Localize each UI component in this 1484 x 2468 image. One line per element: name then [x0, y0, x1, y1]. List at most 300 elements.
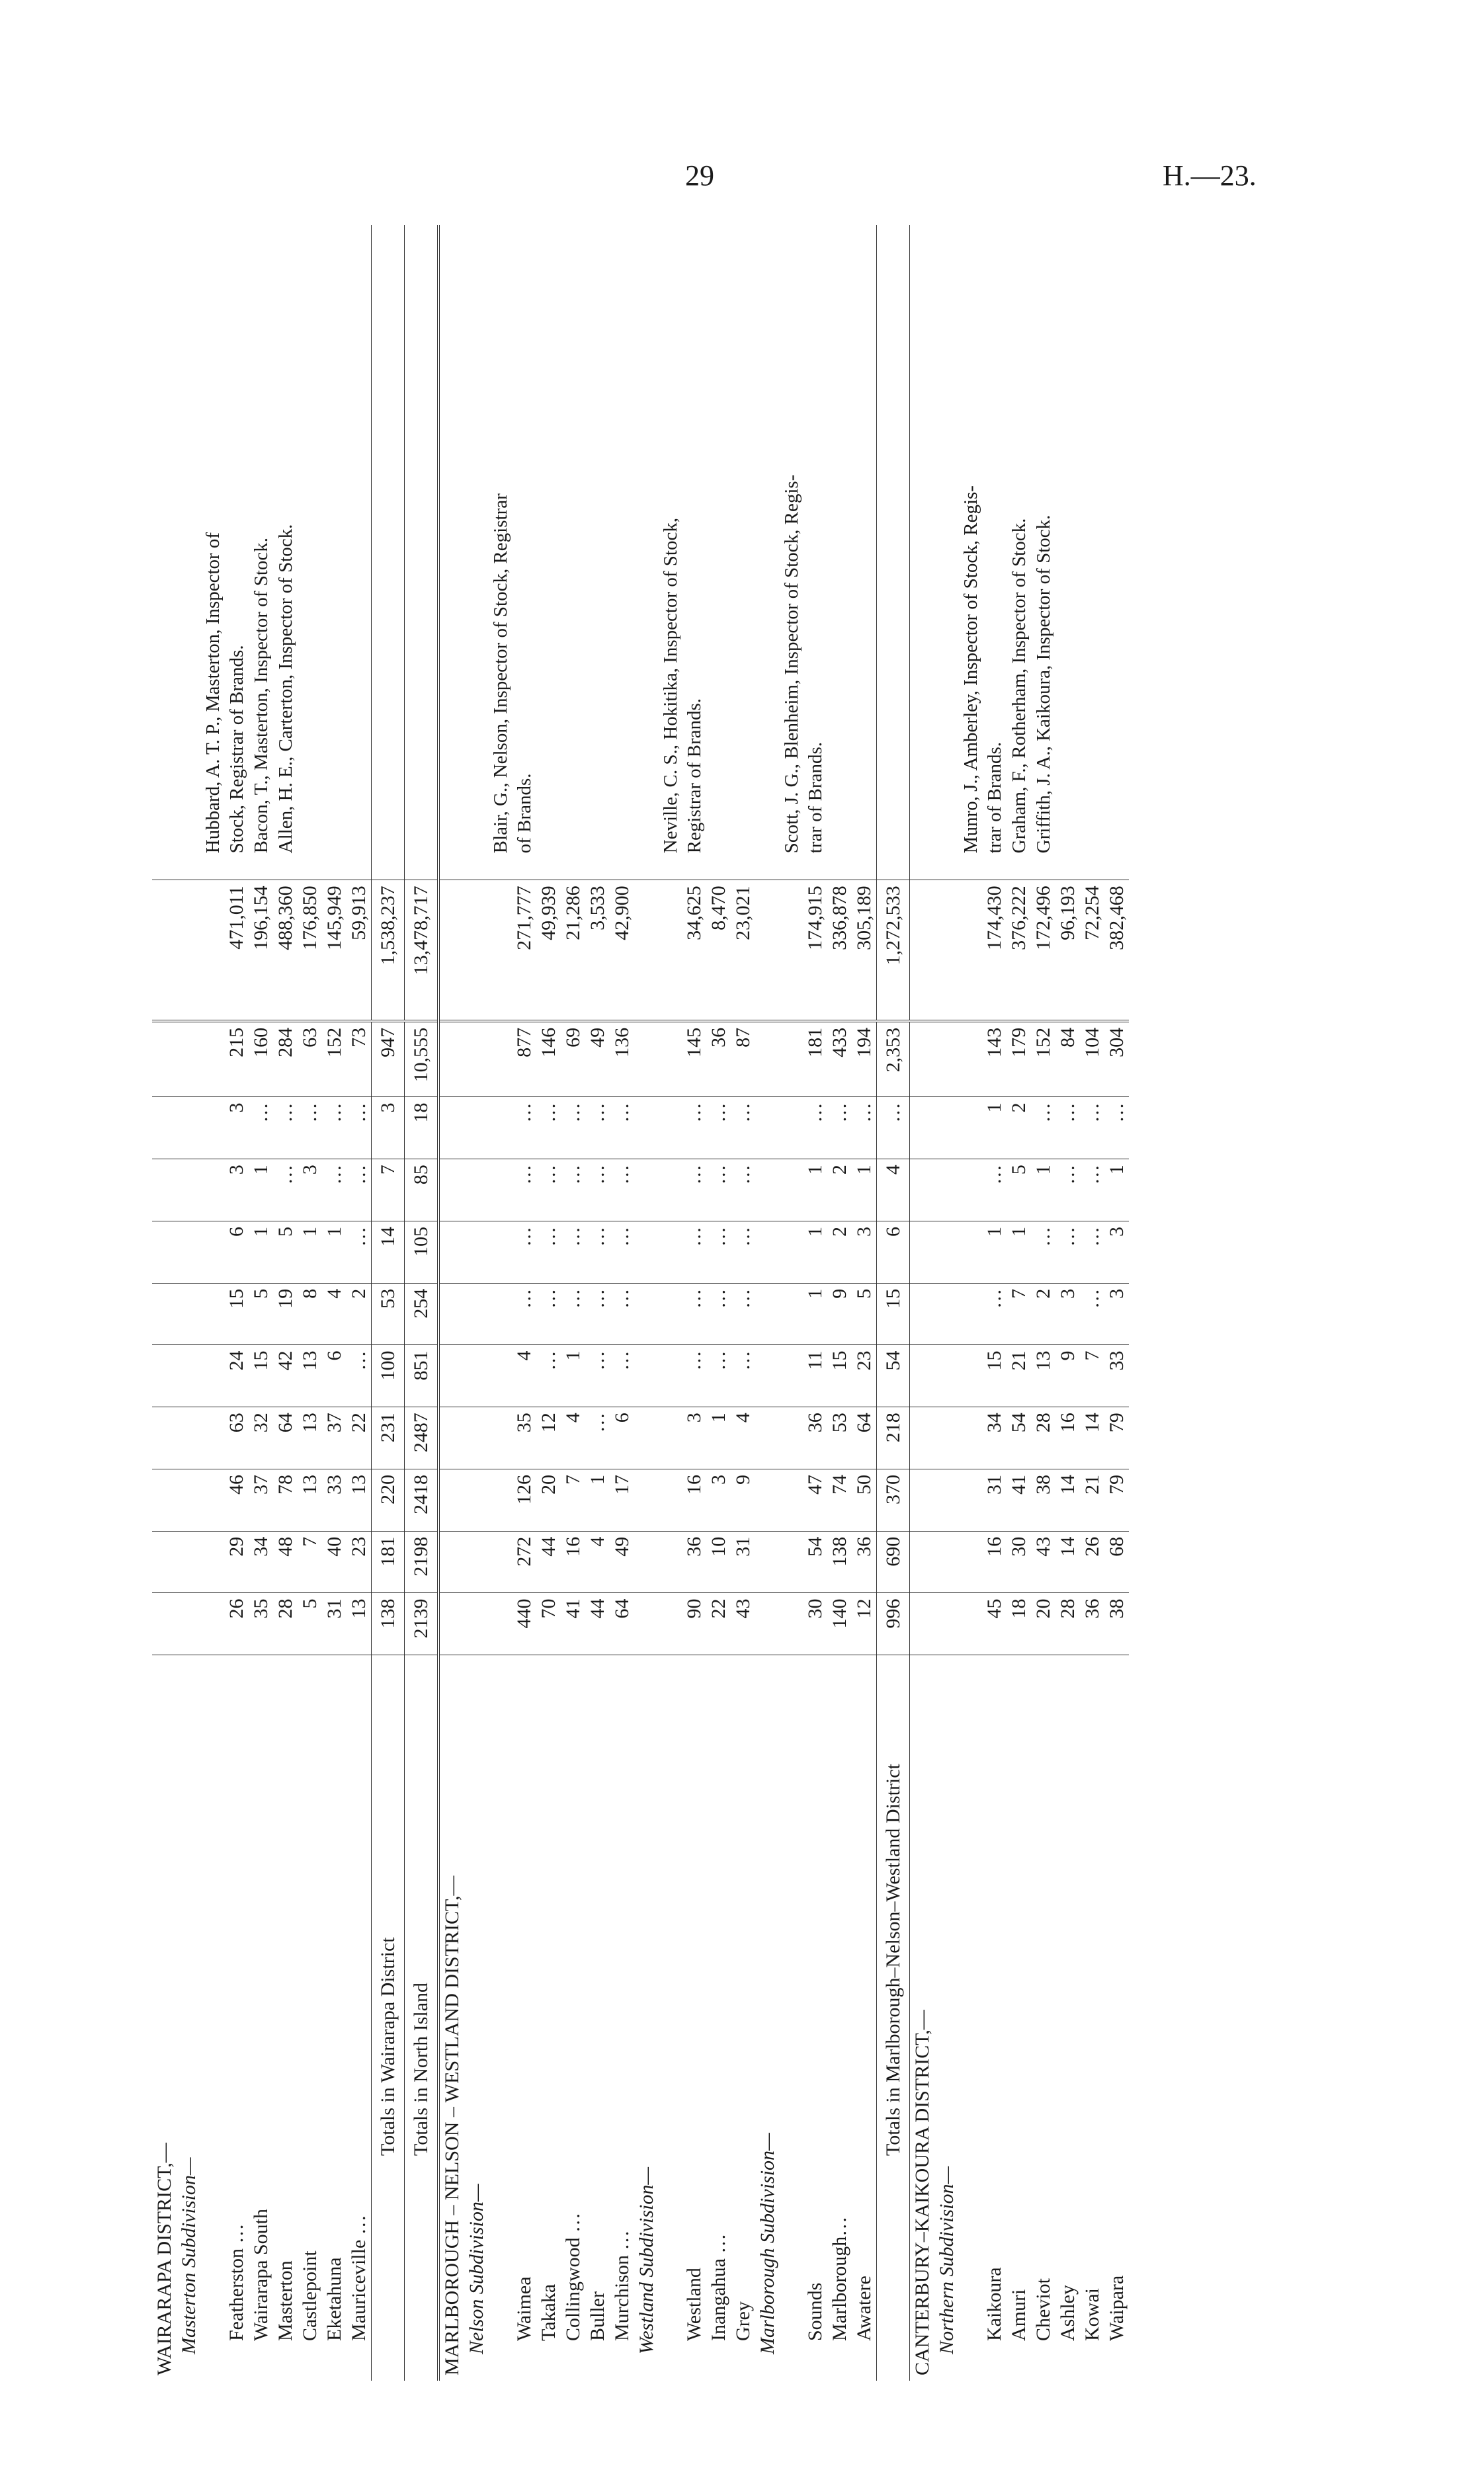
inspector-line: Blair, G., Nelson, Inspector of Stock, Registrar — [490, 493, 511, 854]
value-cell: 370 — [877, 1469, 910, 1531]
empty-cell — [464, 880, 489, 1021]
value-cell: 4 — [322, 1283, 347, 1345]
totals-row — [405, 225, 439, 2381]
value-cell: 2 — [827, 1159, 852, 1221]
value-cell: 13 — [1031, 1345, 1055, 1407]
value-cell: 54 — [780, 1531, 827, 1593]
value-cell: 5 — [249, 1283, 273, 1345]
value-cell: … — [347, 1159, 372, 1221]
table-row — [201, 225, 249, 2381]
locality-name: Castlepoint — [299, 2250, 321, 2341]
value-cell: 46 — [201, 1469, 249, 1531]
value-cell: 63 — [201, 1407, 249, 1469]
empty-cell — [910, 1221, 935, 1283]
empty-cell — [177, 1407, 201, 1469]
value-cell: 13 — [298, 1345, 322, 1407]
empty-cell — [177, 1345, 201, 1407]
value-cell: 68 — [1104, 1531, 1129, 1593]
value-cell: … — [489, 1283, 536, 1345]
inspector-cell — [347, 225, 372, 880]
value-cell: 105 — [405, 1221, 439, 1283]
value-cell: 85 — [405, 1159, 439, 1221]
value-cell: … — [347, 1221, 372, 1283]
value-cell: … — [731, 1159, 755, 1221]
value-cell: 28 — [1055, 1593, 1080, 1655]
value-cell: 31 — [731, 1531, 755, 1593]
table-row — [561, 225, 585, 2381]
value-cell: … — [610, 1283, 634, 1345]
value-cell: 3 — [298, 1159, 322, 1221]
inspector-line: trar of Brands. — [984, 742, 1005, 854]
value-cell: 1 — [1031, 1159, 1055, 1221]
value-cell: … — [1031, 1097, 1055, 1159]
value-cell: 47 — [780, 1469, 827, 1531]
value-cell: … — [706, 1283, 731, 1345]
value-cell: 37 — [322, 1407, 347, 1469]
value-cell: 41 — [1007, 1469, 1031, 1531]
value-cell: … — [585, 1407, 610, 1469]
empty-cell — [934, 1097, 959, 1159]
value-cell: 851 — [405, 1345, 439, 1407]
empty-cell — [634, 1345, 659, 1407]
value-cell: 176,850 — [298, 880, 322, 1021]
value-cell: 45 — [959, 1593, 1007, 1655]
value-cell: 49 — [585, 1021, 610, 1097]
value-cell: 4 — [585, 1531, 610, 1593]
empty-cell — [438, 225, 464, 880]
inspector-cell — [1104, 225, 1129, 880]
value-cell: 23 — [852, 1345, 877, 1407]
value-cell: … — [585, 1159, 610, 1221]
value-cell: 44 — [585, 1593, 610, 1655]
value-cell: 304 — [1104, 1021, 1129, 1097]
inspector-cell — [489, 225, 536, 880]
value-cell: 254 — [405, 1283, 439, 1345]
value-cell: 145 — [659, 1021, 706, 1097]
value-cell: 1,538,237 — [372, 880, 405, 1021]
subdivision-heading-row — [634, 225, 659, 2381]
empty-cell — [934, 1407, 959, 1469]
value-cell: … — [1055, 1097, 1080, 1159]
empty-cell — [152, 1021, 177, 1097]
subdivision-heading-row — [755, 225, 780, 2381]
table-row — [1104, 225, 1129, 2381]
inspector-cell — [827, 225, 852, 880]
empty-cell — [152, 1283, 177, 1345]
value-cell: 21 — [1080, 1469, 1104, 1531]
value-cell: 15 — [201, 1283, 249, 1345]
value-cell: … — [659, 1159, 706, 1221]
subdivision-label: Masterton Subdivision— — [178, 2157, 200, 2354]
value-cell: … — [561, 1283, 585, 1345]
value-cell: 13 — [347, 1469, 372, 1531]
empty-cell — [438, 1221, 464, 1283]
inspector-line: Hubbard, A. T. P., Masterton, Inspector of — [202, 532, 224, 854]
inspector-line: Registrar of Brands. — [684, 698, 705, 854]
locality-name: Inangahua … — [708, 2233, 729, 2341]
value-cell: … — [852, 1097, 877, 1159]
value-cell: … — [610, 1159, 634, 1221]
table-row — [827, 225, 852, 2381]
empty-cell — [152, 1531, 177, 1593]
value-cell: 2139 — [405, 1593, 439, 1655]
value-cell: 16 — [959, 1531, 1007, 1593]
empty-cell — [177, 1097, 201, 1159]
subdivision-label: Westland Subdivision— — [636, 2166, 657, 2354]
value-cell: … — [322, 1097, 347, 1159]
value-cell: 30 — [1007, 1531, 1031, 1593]
value-cell: 174,915 — [780, 880, 827, 1021]
inspector-cell — [1055, 225, 1080, 880]
empty-cell — [634, 880, 659, 1021]
value-cell: 690 — [877, 1531, 910, 1593]
value-cell: 12 — [852, 1593, 877, 1655]
empty-cell — [438, 1283, 464, 1345]
empty-cell — [934, 1469, 959, 1531]
value-cell: … — [347, 1097, 372, 1159]
value-cell: 23,021 — [731, 880, 755, 1021]
locality-name: Takaka — [538, 2283, 559, 2341]
empty-cell — [755, 1469, 780, 1531]
empty-cell — [177, 225, 201, 880]
value-cell: 174,430 — [959, 880, 1007, 1021]
table-row — [731, 225, 755, 2381]
value-cell: 41 — [561, 1593, 585, 1655]
inspector-cell — [585, 225, 610, 880]
value-cell: 7 — [372, 1159, 405, 1221]
value-cell: … — [561, 1097, 585, 1159]
value-cell: 31 — [322, 1593, 347, 1655]
value-cell: … — [1080, 1283, 1104, 1345]
district-heading-row — [152, 225, 177, 2381]
value-cell: … — [561, 1159, 585, 1221]
value-cell: … — [706, 1159, 731, 1221]
value-cell: 11 — [780, 1345, 827, 1407]
inspector-cell — [852, 225, 877, 880]
district-heading-row — [438, 225, 464, 2381]
value-cell: 215 — [201, 1021, 249, 1097]
empty-cell — [934, 1593, 959, 1655]
value-cell: 471,011 — [201, 880, 249, 1021]
table-row — [1007, 225, 1031, 2381]
value-cell: 15 — [877, 1283, 910, 1345]
empty-cell — [934, 225, 959, 880]
value-cell: 2 — [347, 1283, 372, 1345]
value-cell: … — [659, 1097, 706, 1159]
value-cell: 7 — [298, 1531, 322, 1593]
value-cell: 271,777 — [489, 880, 536, 1021]
empty-cell — [934, 1159, 959, 1221]
subdivision-heading-row — [177, 225, 201, 2381]
inspector-cell — [877, 225, 910, 880]
locality-name: Mauriceville … — [348, 2215, 370, 2341]
value-cell: 6 — [201, 1221, 249, 1283]
value-cell: … — [731, 1097, 755, 1159]
empty-cell — [755, 1097, 780, 1159]
value-cell: 7 — [561, 1469, 585, 1531]
value-cell: 70 — [536, 1593, 561, 1655]
table-row — [959, 225, 1007, 2381]
empty-cell — [152, 1593, 177, 1655]
value-cell: 152 — [1031, 1021, 1055, 1097]
totals-label: Totals in Marlborough–Nelson–Westland District — [877, 1655, 910, 2381]
totals-label: Totals in North Island — [405, 1655, 439, 2381]
empty-cell — [910, 1345, 935, 1407]
empty-cell — [934, 1345, 959, 1407]
value-cell: 1 — [852, 1159, 877, 1221]
value-cell: 63 — [298, 1021, 322, 1097]
table-row — [1055, 225, 1080, 2381]
value-cell: 1 — [1007, 1221, 1031, 1283]
empty-cell — [464, 1159, 489, 1221]
value-cell: 1 — [298, 1221, 322, 1283]
value-cell: 146 — [536, 1021, 561, 1097]
value-cell: 53 — [372, 1283, 405, 1345]
locality-name: Kaikoura — [983, 2267, 1005, 2341]
value-cell: 43 — [1031, 1531, 1055, 1593]
empty-cell — [177, 1021, 201, 1097]
locality-name: Featherston … — [226, 2223, 247, 2341]
empty-cell — [438, 1159, 464, 1221]
table-row — [489, 225, 536, 2381]
value-cell: 4 — [561, 1407, 585, 1469]
empty-cell — [177, 1221, 201, 1283]
value-cell: 18 — [405, 1097, 439, 1159]
value-cell: 996 — [877, 1593, 910, 1655]
inspector-cell — [610, 225, 634, 880]
inspector-cell — [273, 225, 298, 880]
value-cell: … — [827, 1097, 852, 1159]
value-cell: 152 — [322, 1021, 347, 1097]
locality-name: Waimea — [513, 2276, 535, 2341]
value-cell: 231 — [372, 1407, 405, 1469]
value-cell: 48 — [273, 1531, 298, 1593]
value-cell: 13 — [298, 1407, 322, 1469]
value-cell: 140 — [827, 1593, 852, 1655]
empty-cell — [464, 1283, 489, 1345]
value-cell: 6 — [322, 1345, 347, 1407]
empty-cell — [152, 225, 177, 880]
locality-name: Cheviot — [1032, 2278, 1054, 2341]
value-cell: 5 — [1007, 1159, 1031, 1221]
value-cell: 3 — [201, 1159, 249, 1221]
totals-row — [372, 225, 405, 2381]
empty-cell — [910, 225, 935, 880]
locality-name: Eketahuna — [323, 2257, 345, 2341]
table-row — [536, 225, 561, 2381]
subdivision-heading-row — [934, 225, 959, 2381]
value-cell: 376,222 — [1007, 880, 1031, 1021]
table-row — [298, 225, 322, 2381]
table-body — [152, 225, 1129, 2381]
value-cell: 3 — [706, 1469, 731, 1531]
value-cell: 7 — [1080, 1345, 1104, 1407]
value-cell: 36 — [1080, 1593, 1104, 1655]
empty-cell — [438, 1021, 464, 1097]
value-cell: 3,533 — [585, 880, 610, 1021]
value-cell: 54 — [877, 1345, 910, 1407]
empty-cell — [177, 1469, 201, 1531]
value-cell: 13,478,717 — [405, 880, 439, 1021]
value-cell: … — [610, 1097, 634, 1159]
value-cell: 138 — [827, 1531, 852, 1593]
value-cell: … — [959, 1159, 1007, 1221]
inspector-line: Neville, C. S., Hokitika, Inspector of Stock, — [660, 517, 681, 854]
inspector-cell — [659, 225, 706, 880]
value-cell: … — [659, 1345, 706, 1407]
empty-cell — [634, 1021, 659, 1097]
rotated-table-container — [152, 225, 1303, 2381]
value-cell: 16 — [561, 1531, 585, 1593]
inspector-cell — [1031, 225, 1055, 880]
locality-name: Grey — [732, 2301, 754, 2341]
value-cell: 53 — [827, 1407, 852, 1469]
document-reference: H.—23. — [1163, 159, 1257, 192]
empty-cell — [634, 1407, 659, 1469]
subdivision-label: Northern Subdivision— — [936, 2166, 958, 2354]
value-cell: 22 — [706, 1593, 731, 1655]
value-cell: … — [659, 1221, 706, 1283]
value-cell: 1,272,533 — [877, 880, 910, 1021]
value-cell: 90 — [659, 1593, 706, 1655]
locality-name: Sounds — [804, 2282, 826, 2341]
value-cell: 1 — [322, 1221, 347, 1283]
value-cell: 1 — [249, 1159, 273, 1221]
empty-cell — [634, 1531, 659, 1593]
value-cell: … — [585, 1097, 610, 1159]
inspector-line: Bacon, T., Masterton, Inspector of Stock. — [251, 538, 272, 854]
value-cell: 136 — [610, 1021, 634, 1097]
empty-cell — [177, 1159, 201, 1221]
value-cell: 1 — [780, 1159, 827, 1221]
empty-cell — [755, 225, 780, 880]
value-cell: 1 — [780, 1221, 827, 1283]
district-label: WAIRARAPA DISTRICT,— — [153, 2143, 175, 2375]
value-cell: 64 — [610, 1593, 634, 1655]
value-cell: … — [659, 1283, 706, 1345]
value-cell: 36 — [780, 1407, 827, 1469]
value-cell: … — [536, 1283, 561, 1345]
value-cell: 35 — [249, 1593, 273, 1655]
value-cell: 1 — [959, 1221, 1007, 1283]
value-cell: 7 — [1007, 1283, 1031, 1345]
value-cell: 73 — [347, 1021, 372, 1097]
value-cell: 15 — [249, 1345, 273, 1407]
empty-cell — [934, 1283, 959, 1345]
empty-cell — [152, 1407, 177, 1469]
value-cell: 2198 — [405, 1531, 439, 1593]
value-cell: … — [536, 1159, 561, 1221]
value-cell: 100 — [372, 1345, 405, 1407]
inspector-line: Griffith, J. A., Kaikoura, Inspector of Stock. — [1033, 514, 1054, 854]
totals-label: Totals in Wairarapa District — [372, 1655, 405, 2381]
value-cell: 12 — [536, 1407, 561, 1469]
value-cell: … — [273, 1159, 298, 1221]
value-cell: 218 — [877, 1407, 910, 1469]
value-cell: … — [489, 1221, 536, 1283]
empty-cell — [755, 1221, 780, 1283]
value-cell: 9 — [827, 1283, 852, 1345]
value-cell: 2 — [827, 1221, 852, 1283]
value-cell: 20 — [1031, 1593, 1055, 1655]
value-cell: 336,878 — [827, 880, 852, 1021]
value-cell: 126 — [489, 1469, 536, 1531]
value-cell: 284 — [273, 1021, 298, 1097]
empty-cell — [438, 1531, 464, 1593]
empty-cell — [438, 880, 464, 1021]
value-cell: 36 — [706, 1021, 731, 1097]
locality-name: Westland — [683, 2268, 705, 2341]
value-cell: 78 — [273, 1469, 298, 1531]
empty-cell — [177, 880, 201, 1021]
value-cell: 2487 — [405, 1407, 439, 1469]
empty-cell — [910, 1283, 935, 1345]
value-cell: … — [706, 1221, 731, 1283]
value-cell: … — [1080, 1159, 1104, 1221]
inspector-line: trar of Brands. — [805, 742, 826, 854]
empty-cell — [755, 1345, 780, 1407]
value-cell: 26 — [201, 1593, 249, 1655]
page-number: 29 — [685, 159, 714, 192]
value-cell: … — [249, 1097, 273, 1159]
value-cell: 16 — [1055, 1407, 1080, 1469]
value-cell: 181 — [780, 1021, 827, 1097]
value-cell: 143 — [959, 1021, 1007, 1097]
empty-cell — [910, 1407, 935, 1469]
value-cell: 87 — [731, 1021, 755, 1097]
inspector-line: Stock, Registrar of Brands. — [226, 645, 247, 854]
value-cell: 21 — [1007, 1345, 1031, 1407]
inspector-line: Munro, J., Amberley, Inspector of Stock, Regis- — [960, 485, 981, 854]
value-cell: 10,555 — [405, 1021, 439, 1097]
empty-cell — [152, 1345, 177, 1407]
empty-cell — [910, 1097, 935, 1159]
empty-cell — [934, 880, 959, 1021]
value-cell: 172,496 — [1031, 880, 1055, 1021]
empty-cell — [634, 225, 659, 880]
value-cell: 37 — [249, 1469, 273, 1531]
value-cell: … — [731, 1221, 755, 1283]
empty-cell — [755, 1159, 780, 1221]
value-cell: 13 — [298, 1469, 322, 1531]
empty-cell — [634, 1469, 659, 1531]
value-cell: 43 — [731, 1593, 755, 1655]
value-cell: 26 — [1080, 1531, 1104, 1593]
value-cell: 433 — [827, 1021, 852, 1097]
table-row — [322, 225, 347, 2381]
value-cell: 488,360 — [273, 880, 298, 1021]
value-cell: … — [706, 1345, 731, 1407]
value-cell: 3 — [1055, 1283, 1080, 1345]
inspector-cell — [249, 225, 273, 880]
value-cell: … — [1080, 1221, 1104, 1283]
empty-cell — [152, 1221, 177, 1283]
value-cell: … — [347, 1345, 372, 1407]
value-cell: 145,949 — [322, 880, 347, 1021]
value-cell: 2,353 — [877, 1021, 910, 1097]
value-cell: 64 — [852, 1407, 877, 1469]
locality-name: Ashley — [1057, 2285, 1079, 2341]
district-label: MARLBOROUGH – NELSON – WESTLAND DISTRICT,— — [441, 1875, 463, 2375]
value-cell: 49 — [610, 1531, 634, 1593]
table-row — [347, 225, 372, 2381]
value-cell: 1 — [585, 1469, 610, 1531]
empty-cell — [177, 1531, 201, 1593]
table-row — [273, 225, 298, 2381]
district-heading-row — [910, 225, 935, 2381]
value-cell: … — [322, 1159, 347, 1221]
value-cell: 5 — [298, 1593, 322, 1655]
